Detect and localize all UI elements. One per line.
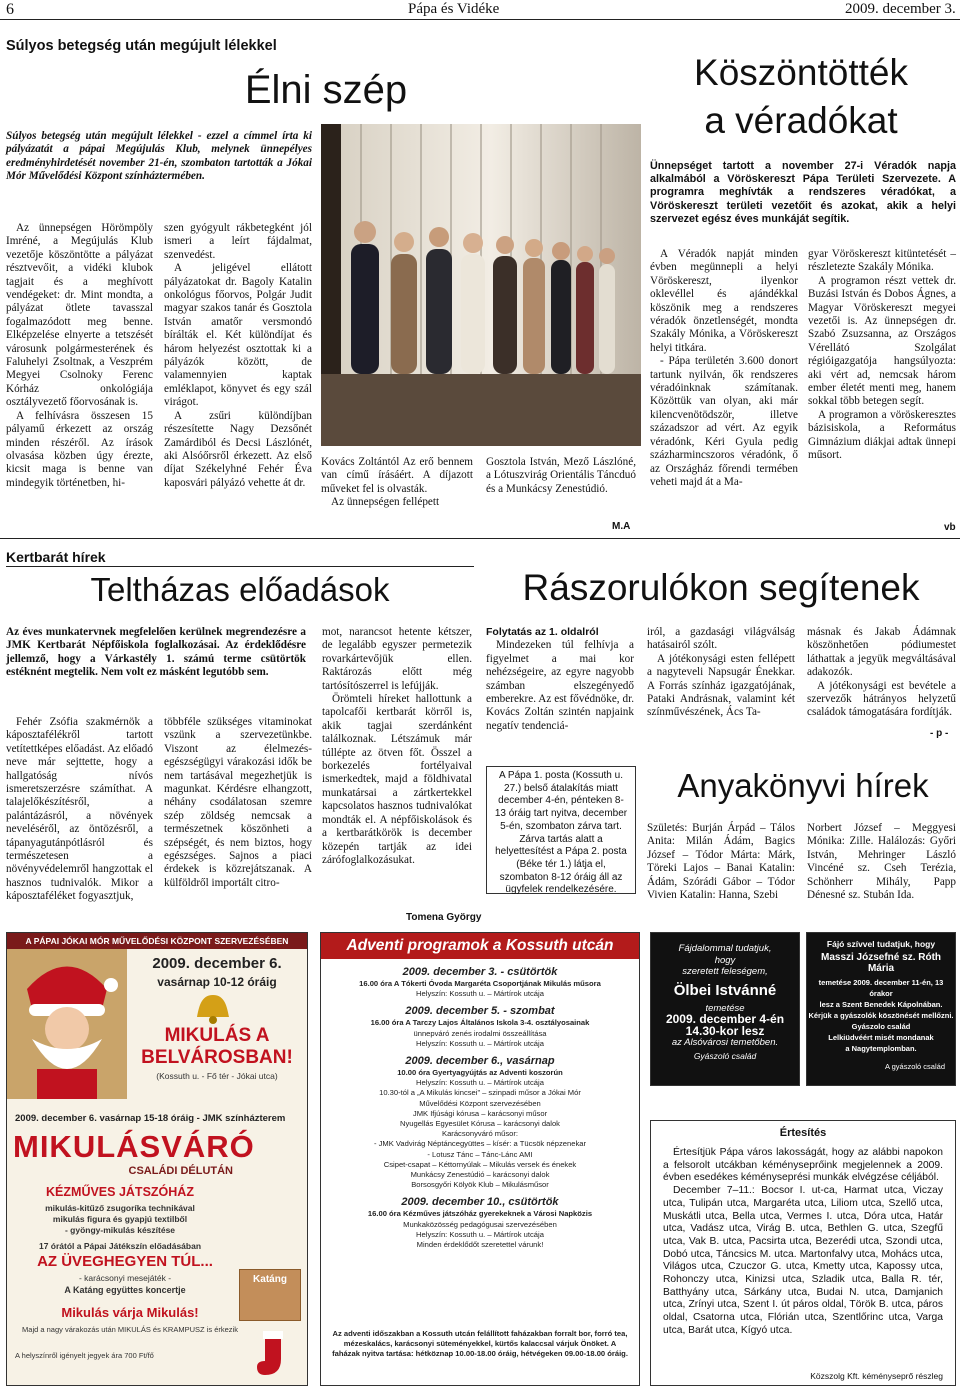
advent-footer — [329, 1329, 631, 1360]
anyakonyvi-title: Anyakönyvi hírek — [677, 767, 929, 804]
paragraph: A felhívásra összesen 15 pályamű érkezett az ország minden részéről. Az írások olvasása közben úgy érezte, kicsit maga is benne van mindegyik történetben, hi- — [6, 409, 153, 489]
ad-price: A helyszínről igényelt jegyek ára 700 Ft/fő — [15, 1351, 154, 1360]
ad-uvegen: AZ ÜVEGHEGYEN TÚL... — [37, 1253, 213, 1270]
ad-item-list — [15, 1203, 225, 1236]
ad-program-time: 17 órától a Pápai Játékszín előadásában — [38, 1241, 202, 1251]
ad-meseelo: - karácsonyi mesejáték - — [78, 1273, 172, 1283]
obituary-2-intro: Fájó szívvel tudatjuk, hogy — [826, 939, 936, 949]
ad-prize: Majd a nagy várakozás után MIKULÁS és KRAMPUSZ is érkezik — [22, 1325, 238, 1334]
paragraph: A zsűri különdíjban részesítette Nagy Dezsőnét Zamárdiból és Decsi Lászlónét, aki Alsóőrsről érkezett. Az első díjat Székelyhné Fehér Éva kaposvári pályázó vehette át dr. — [164, 409, 312, 489]
ad-item: mikulás-kitűző zsugoríka technikával — [45, 1203, 195, 1213]
paragraph: A Véradók napját minden évben megünnepli a helyi Vöröskereszt, ilyenkor oklevéllel és ajándékkal köszönik meg a rendszeres véradók önzetlenségét, mondta Szakály Mónika, a Vöröskereszt helyi titkára. — [650, 248, 798, 354]
header-rule — [0, 19, 960, 20]
paragraph: szen gyógyult rákbetegként jól ismeri a leírt fájdalmat, szenvedést. — [164, 222, 312, 261]
ad-item: - gyöngy-mikulás készítése — [64, 1225, 176, 1235]
advent-day-heading: 2009. december 3. - csütörtök — [402, 966, 558, 978]
lead-text: Az éves munkatervnek megfelelően kerülnek megrendezésre a JMK Kertbarát Népfőiskola foglalkozásai. Az érdeklődésre jellemző, hogy a Várkastély 1. számú terme csütörtök estéknént megtelik. Nem volt ez másként legutóbb sem. — [6, 626, 306, 679]
ad-csaladi: CSALÁDI DÉLUTÁN — [128, 1165, 233, 1177]
veradok-title-line2: a véradókat — [704, 100, 898, 141]
obituary-1-intro — [651, 943, 799, 978]
advent-program-line: 16.00 óra A Tarczy Lajos Általános Iskola 3-4. osztályosainak — [370, 1018, 590, 1028]
notice-title: Értesítés — [779, 1127, 827, 1139]
advent-program-line: - Lotusz Tánc – Tánc-Lánc AMI — [427, 1149, 533, 1159]
paragraph: többféle szükséges vitaminokat vszünk a szervezetünkbe. Viszont az élelmezés-egészségügyi várakozási idők be nem tartásával megezhetjük is magunkat. Kérdésre elhangzott, néhány csodálatosan szemre szép zöldség nemcsak a természetnek köszönheti a szépségét, és nem biztos, hogy egészséges. Sajnos a piaci érdekek is közrejátszanak. A külföldről importált citro- — [164, 716, 312, 889]
advent-program-line: ünnepváró zenés irodalmi összeállítása — [413, 1028, 547, 1038]
veradok-col-2 — [808, 248, 956, 463]
ad-time-1: vasárnap 10-12 óráig — [157, 975, 277, 989]
advent-program-line: JMK Ifjúsági kórusa – karácsonyi műsor — [412, 1108, 548, 1118]
issue-date: 2009. december 3. — [845, 1, 956, 17]
raszorulok-col-1 — [486, 626, 634, 733]
advent-program-line: Helyszín: Kossuth u. – Mártírok utcája — [416, 989, 544, 999]
article-title: Élni szép — [244, 68, 408, 112]
veradok-byline: vb — [944, 522, 956, 533]
paragraph: A jeligével ellátott pályázatokat dr. Bagoly Katalin onkológus főorvos, Polgár Judit magyar szakos tanár és Gosztola István amatőr versmondó bírálták el. Két különdíjat és három helyezést osztottak ki a pályázók között, de valamennyien kaptak emléklapot, könyvet és egy szál virágot. — [164, 262, 312, 409]
obituary-line: temetése 2009. december 11-én, 13 órakor — [818, 978, 944, 998]
paragraph: - Pápa területén 3.600 donort tartunk nyilván, ők rendszeres véradóinknak számítanak. Közöttük van olyan, aki már kilencvenötödször, illetve századszor ad vért. Az egyik véradónk, Kéri Gyula pedig százharmincszoros véradónk, ő az Országház főrendi termében veheti majd át a Ma- — [650, 355, 798, 488]
obituary-1-rest — [651, 1003, 799, 1049]
raszorulok-title: Rászorulókon segítenek — [522, 567, 920, 608]
publication-name: Pápa és Vidéke — [408, 1, 500, 17]
paragraph: Norbert József – Meggyesi Mónika: Zille. Halálozás: Győri István, Mehringer László Vincéné sz. Cseh Terézia, Schönherr Mihály, Papp Dénesné sz. Stubán Ida. — [807, 822, 956, 902]
paragraph: Az ünnepségen fellépett — [331, 496, 440, 509]
kertbarat-col-1 — [6, 716, 153, 904]
obituary-1-name: Ölbei Istvánné — [673, 981, 777, 999]
ad-mikulasvaro: MIKULÁSVÁRÓ — [13, 1129, 255, 1164]
paragraph: Örömteli híreket hallottunk a tapolcafői kertbarát körről is, akik tagjai szerdánként találkoznak. Létszámuk már túllépte az ötven főt. Összel a borkezelés fortélyaival ismerkedtek, majd a földhivatal munkatársai a zártkertekkel kapcsolatos hasznos tudnivalókat mondták el. A népfőiskolások és a kertbarátkörök is december közepén tartják az idei zárófoglalkozásukat. — [322, 693, 472, 866]
obituary-2-rest — [807, 977, 955, 1054]
kertbarat-title: Teltházas előadások — [90, 571, 390, 608]
chimney-notice — [650, 1120, 956, 1386]
advent-footer-text: Az adventi időszakban a Kossuth utcán felállított faházakban forralt bor, forró tea, mézeskalács, karácsonyi süteményekkel, kürtős kalaccsal várjuk Önöket. A faházak nyitva tartása: hétköznap 10.00-18.00 óráig, hétvégeken 09.00-18.00 óráig. — [332, 1329, 628, 1359]
paragraph: gyar Vöröskereszt kitüntetését – részletezte Szakály Mónika. — [808, 248, 956, 274]
obituary-line: Kérjük a gyászolók köszönését mellőzni. — [808, 1011, 954, 1020]
obituary-line: az Alsóvárosi temetőben. — [671, 1037, 779, 1048]
ad-kezmuves: KÉZMŰVES JÁTSZÓHÁZ — [46, 1185, 194, 1199]
middle-rule — [0, 538, 960, 539]
advent-day-heading: 2009. december 5. - szombat — [405, 1005, 555, 1018]
mikulas-ad — [6, 932, 308, 1386]
posta-notice-text: A Pápa 1. posta (Kossuth u. 27.) belső átalakítás miatt december 4-én, pénteken 8-13 óráig tart nyitva, december 5-én, szombaton zárva tart. Zárva tartás alatt a helyettesítést a Pápa 2. posta (Béke tér 1.) látja el, szombaton 8-12 óráig áll az ügyfelek rendelkezésére. — [494, 770, 628, 896]
veradok-lead — [650, 160, 956, 226]
kertbarat-col-3 — [322, 626, 472, 867]
obituary-line: 14.30-kor lesz — [685, 1023, 765, 1038]
posta-notice-box — [486, 766, 636, 894]
advent-program-line: Karácsonyváró műsor: — [442, 1129, 518, 1139]
ad-org-2: - JMK színházterem — [196, 1113, 286, 1124]
obituary-1 — [650, 932, 800, 1086]
advent-program-line: Helyszín: Kossuth u. – Mártírok utcája — [416, 1229, 544, 1239]
advent-program-line: 16.00 óra A Tókerti Óvoda Margaréta Csoportjának Mikulás műsora — [359, 979, 601, 988]
ad-date-2: 2009. december 6. vasárnap 15-18 óráig — [15, 1113, 195, 1124]
ad-item: mikulás figura és gyapjú textilből — [52, 1214, 188, 1224]
ceremony-photo — [321, 124, 641, 446]
article-lead — [6, 130, 312, 184]
section-rule — [6, 566, 474, 567]
obituary-line: Fájdalommal tudatjuk, — [678, 943, 772, 954]
advent-title-banner — [321, 933, 639, 959]
ceremony-photo-illustration — [321, 124, 641, 446]
page-number: 6 — [6, 1, 14, 18]
obituary-line: hogy — [714, 954, 736, 966]
obituary-2 — [806, 932, 956, 1086]
advent-day-list — [329, 965, 631, 1250]
raszorulok-byline: - p - — [930, 728, 949, 739]
ad-katang: A Katáng együttes koncertje — [64, 1285, 186, 1295]
article-col-4 — [486, 456, 636, 496]
paragraph: Születés: Burján Árpád – Tálos Anita: Milán Ádám, Bagics József – Tódor Márta: Márk, Töreki Lajos – Banai Katalin: Ádám, Szórádi Gábor – Tódor Vivien Katalin: Hanna, Szebi — [647, 822, 795, 902]
obituary-line: Lelkiüdvéért misét mondanak — [828, 1033, 934, 1042]
article-col-1 — [6, 222, 153, 490]
notice-streets — [663, 1185, 943, 1337]
veradok-col-1 — [650, 248, 798, 489]
katang-badge-label: Katáng — [253, 1274, 287, 1285]
advent-program-line: Nyugellás Egyesület Kórusa – karácsonyi dalok — [400, 1119, 560, 1129]
advent-day-heading: 2009. december 10., csütörtök — [401, 1196, 559, 1209]
advent-ad — [320, 932, 640, 1386]
anyakonyvi-col-1 — [647, 822, 795, 902]
notice-sign: Közszolg Kft. kéményseprő részleg — [810, 1371, 943, 1381]
obituary-line: 2009. december 4-én — [665, 1012, 785, 1026]
kertbarat-byline: Tomena György — [406, 912, 482, 923]
bell-icon — [183, 991, 243, 1025]
paragraph: Fehér Zsófia szakmérnök a káposztafélékről tartott vetítettképes előadást. Az előadó neve már sejttette, hogy a hallgatóság nívós ismeretszerzésre számíthat. A talajelőkészítésről, a palántázásról, a növények neveléséről, az öntözésről, a tápanyagutánpótlásról és természetesen a növényvédelemről hangzottak el hasznos tudnivalók. Mikor a káposztaféléket fogyasztjuk, — [6, 716, 153, 903]
paragraph: A programon részt vettek dr. Buzási István és Dobos Ágnes, a Magyar Vöröskereszt megyei vezetői is. Az ünnepségen dr. Szabó Zsuzsanna, az Országos Vérellátó Szolgálat régióigazgatója hangsúlyozta: aki vért ad, nemcsak három ember életét menti meg, hanem sokkal több betegen segít. — [808, 274, 956, 408]
advent-program-line: 10.00 óra Gyertyagyújtás az Adventi koszorún — [397, 1068, 563, 1078]
paragraph: A programon a vöröskeresztes bázisiskola, a Református Gimnázium diákjai adtak ünnepi műsort. — [808, 408, 956, 462]
notice-dates-label: December 7–11.: — [673, 1185, 755, 1197]
veradok-title-line1: Köszöntötték — [694, 52, 908, 93]
obituary-2-sign: A gyászoló család — [884, 1062, 945, 1071]
advent-title: Adventi programok a Kossuth utcán — [346, 937, 614, 954]
paragraph: A jótékonysági esten fellépett a nagyteveli Napsugár Énekkar. A Forrás színház igazgatójának, Pataki Andrásnak, valamint két színművészének, Ács Ta- — [647, 652, 795, 719]
advent-program-line: 16.00 óra Kézműves játszóház gyerekeknek a Városi Napközis — [367, 1209, 593, 1219]
notice-intro: Értesítjük Pápa város lakosságát, hogy az alábbi napokon a felsorolt utcákban kéményseprőink megjelennek a 2009. évben esedékes kéményseprési munkák elvégzése céljából. — [663, 1147, 943, 1184]
anyakonyvi-col-2 — [807, 822, 956, 902]
katang-badge — [239, 1269, 301, 1321]
obituary-2-name: Masszi Józsefné sz. Róth Mária — [820, 952, 942, 974]
advent-program-line: - JMK Vadvirág Néptáncegyüttes – kísér: a Tücsök népzenekar — [373, 1139, 587, 1149]
ad-mikulas-title-1: MIKULÁS A — [164, 1025, 270, 1046]
ad-mikulas-title-2: BELVÁROSBAN! — [141, 1047, 293, 1068]
kertbarat-lead — [6, 626, 306, 680]
ad-header-text: A PÁPAI JÓKAI MÓR MŰVELŐDÉSI KÖZPONT SZERVEZÉSÉBEN — [25, 936, 289, 946]
notice-body — [663, 1147, 943, 1338]
advent-program-line: Művelődési Központ szervezésében — [419, 1098, 541, 1108]
paragraph: mot, narancsot hetente kétszer, de legalább egyszer permetezik rovarkártevőjük ellen. Raktározás előtt még tartósítószerrel is lefújják. — [322, 626, 472, 692]
advent-program-line: Helyszín: Kossuth u. – Mártírok utcája — [416, 1038, 544, 1048]
ad-header-banner — [7, 933, 307, 949]
paragraph: iról, a gazdasági világválság hatásairól szólt. — [647, 626, 795, 652]
paragraph: Az ünnepségen Hörömpöly Imréné, a Megújulás Klub vezetője köszöntötte a pályázat résztvevőit, a vidéki klubok tagjait és a meghívott vendégeket: dr. Mint mondta, a pályázat ötlete tavasszal fogalmazódott meg benne. Elképzelése elnyerte a tetszését városunk polgármesterének és Faluhelyi Zsoltnak, a Veszprém Megyei Csolnoky Ferenc Kórház onkológiája osztályvezető főorvosának is. — [6, 222, 153, 409]
lead-text: Ünnepséget tartott a november 27-i Véradók napja alkalmából a Vöröskereszt Pápa Területi Szervezete. A programra meghívták a rendszeres véradókat, a Vöröskereszt területi vezetőit és azokat, akik a helyi szervezet egész éves munkáját segítik. — [650, 160, 956, 225]
continuation-label: Folytatás az 1. oldalról — [486, 626, 599, 638]
ad-date-2-row — [15, 1113, 303, 1124]
advent-program-line: Munkácsy Zenestúdió – karácsonyi dalok — [410, 1170, 550, 1180]
raszorulok-col-3 — [807, 626, 956, 720]
kertbarat-col-2 — [164, 716, 312, 890]
obituary-line: a Nagytemplomban. — [845, 1044, 917, 1053]
obituary-line: temetése — [705, 1002, 745, 1014]
article-col-2 — [164, 222, 312, 490]
lead-text: Súlyos betegség után megújult lélekkel - ezzel a címmel írta ki pályázatát a pápai Megújulás Klub, melynek ünnepélyes eredményhirdetését november 21-én, szombaton tartották a Jókai Mór Művelődési Központ színháztermében. — [6, 130, 312, 183]
obituary-1-sign: Gyászoló család — [693, 1050, 757, 1061]
article-byline: M.A — [612, 521, 631, 532]
advent-day-heading: 2009. december 6., vasárnap — [405, 1055, 555, 1068]
ad-mikulas-sub: (Kossuth u. - Fő tér - Jókai utca) — [156, 1071, 278, 1081]
obituary-line: lesz a Szent Benedek Kápolnában. — [819, 1000, 943, 1009]
paragraph: Gosztola István, Mező Lászlóné, a Lótuszvirág Orientális Táncduó és a Munkácsy Zenestúdió. — [486, 456, 636, 495]
notice-streets-text: Bocsor I. ut-ca, Harmat utca, Viczay utca, Tulipán utca, Margaréta utca, Liliom utca, Szellő utca, Muskátli utca, Bella utca, Vermes I. utca, Dóra utca, Határ utca, Vadász utca, Virág B. utca, Bethlen G. utca, Szegfű utca, Vak B. utca, Pacsirta utca, Bezerédi utca, Szondi utca, Dobó utca, Táncsics M. utca. Martonfalvy utca, Mohács utca, Világos utca, Czuczor G. utca, Kmetty utca, Kapossy utca, Rohonczy utca, Kinizsi utca, Szladik utca, Balla R. tér, Batthyány utca, Sárkány utca, Budai N. utca, Damjanich utca, Zrínyi utca, Szent I. út páros oldal, Török B. utca, páros oldal, Csatorna utca, Flórián utca, Szentlőrinc utca, Varga utca, Barát utca, Kígyó utca. — [663, 1185, 943, 1336]
advent-program-line: Csipet-csapat – Kéttornyúlak – Mikulás versek és énekek — [383, 1159, 577, 1169]
paragraph: másnak és Jakab Ádámnak köszönhetően pódiumestet láthattak a jegyük megváltásával adakozók. — [807, 626, 956, 679]
santa-icon — [7, 949, 127, 1099]
article-col-3 — [321, 456, 473, 510]
advent-program-line: Minden érdeklődőt szeretettel várunk! — [416, 1240, 544, 1250]
stocking-icon — [255, 1329, 295, 1381]
obituary-line: szeretett feleségem, — [682, 966, 768, 977]
article-kicker: Súlyos betegség után megújult lélekkel — [6, 38, 277, 54]
section-label: Kertbarát hírek — [6, 549, 106, 565]
paragraph: A jótékonysági est bevétele a szervezők hátrányos helyzetű családok támogatására fordítják. — [807, 679, 956, 719]
ad-date-1: 2009. december 6. — [152, 955, 282, 972]
ad-mikulas-3: Mikulás várja Mikulás! — [61, 1305, 199, 1320]
obituary-line: Gyászolo család — [851, 1022, 911, 1031]
advent-program-line: 10.30-tól a „A Mikulás kincsei” – szinpadi műsor a Jókai Mór — [379, 1088, 581, 1098]
advent-program-line: Helyszín: Kossuth u. – Mártírok utcája — [416, 1078, 544, 1088]
raszorulok-col-2 — [647, 626, 795, 720]
advent-program-line: Munkaközösség pedagógusai szervezésében — [403, 1219, 557, 1229]
paragraph: Kovács Zoltántól Az erő bennem van című írásáért. A díjazott műveket fel is olvasták. — [321, 456, 473, 495]
advent-program-line: Borsosgyőri Kölyök Klub – Mikulásműsor — [411, 1180, 549, 1190]
paragraph: Mindezeken túl felhívja a figyelmet a mai kor nehézségeire, az egyre nagyobb számban elszegényedő emberekre. Az est fővédnöke, dr. Kovács Zoltán szintén napjaink negatív tendenciá- — [486, 639, 634, 732]
